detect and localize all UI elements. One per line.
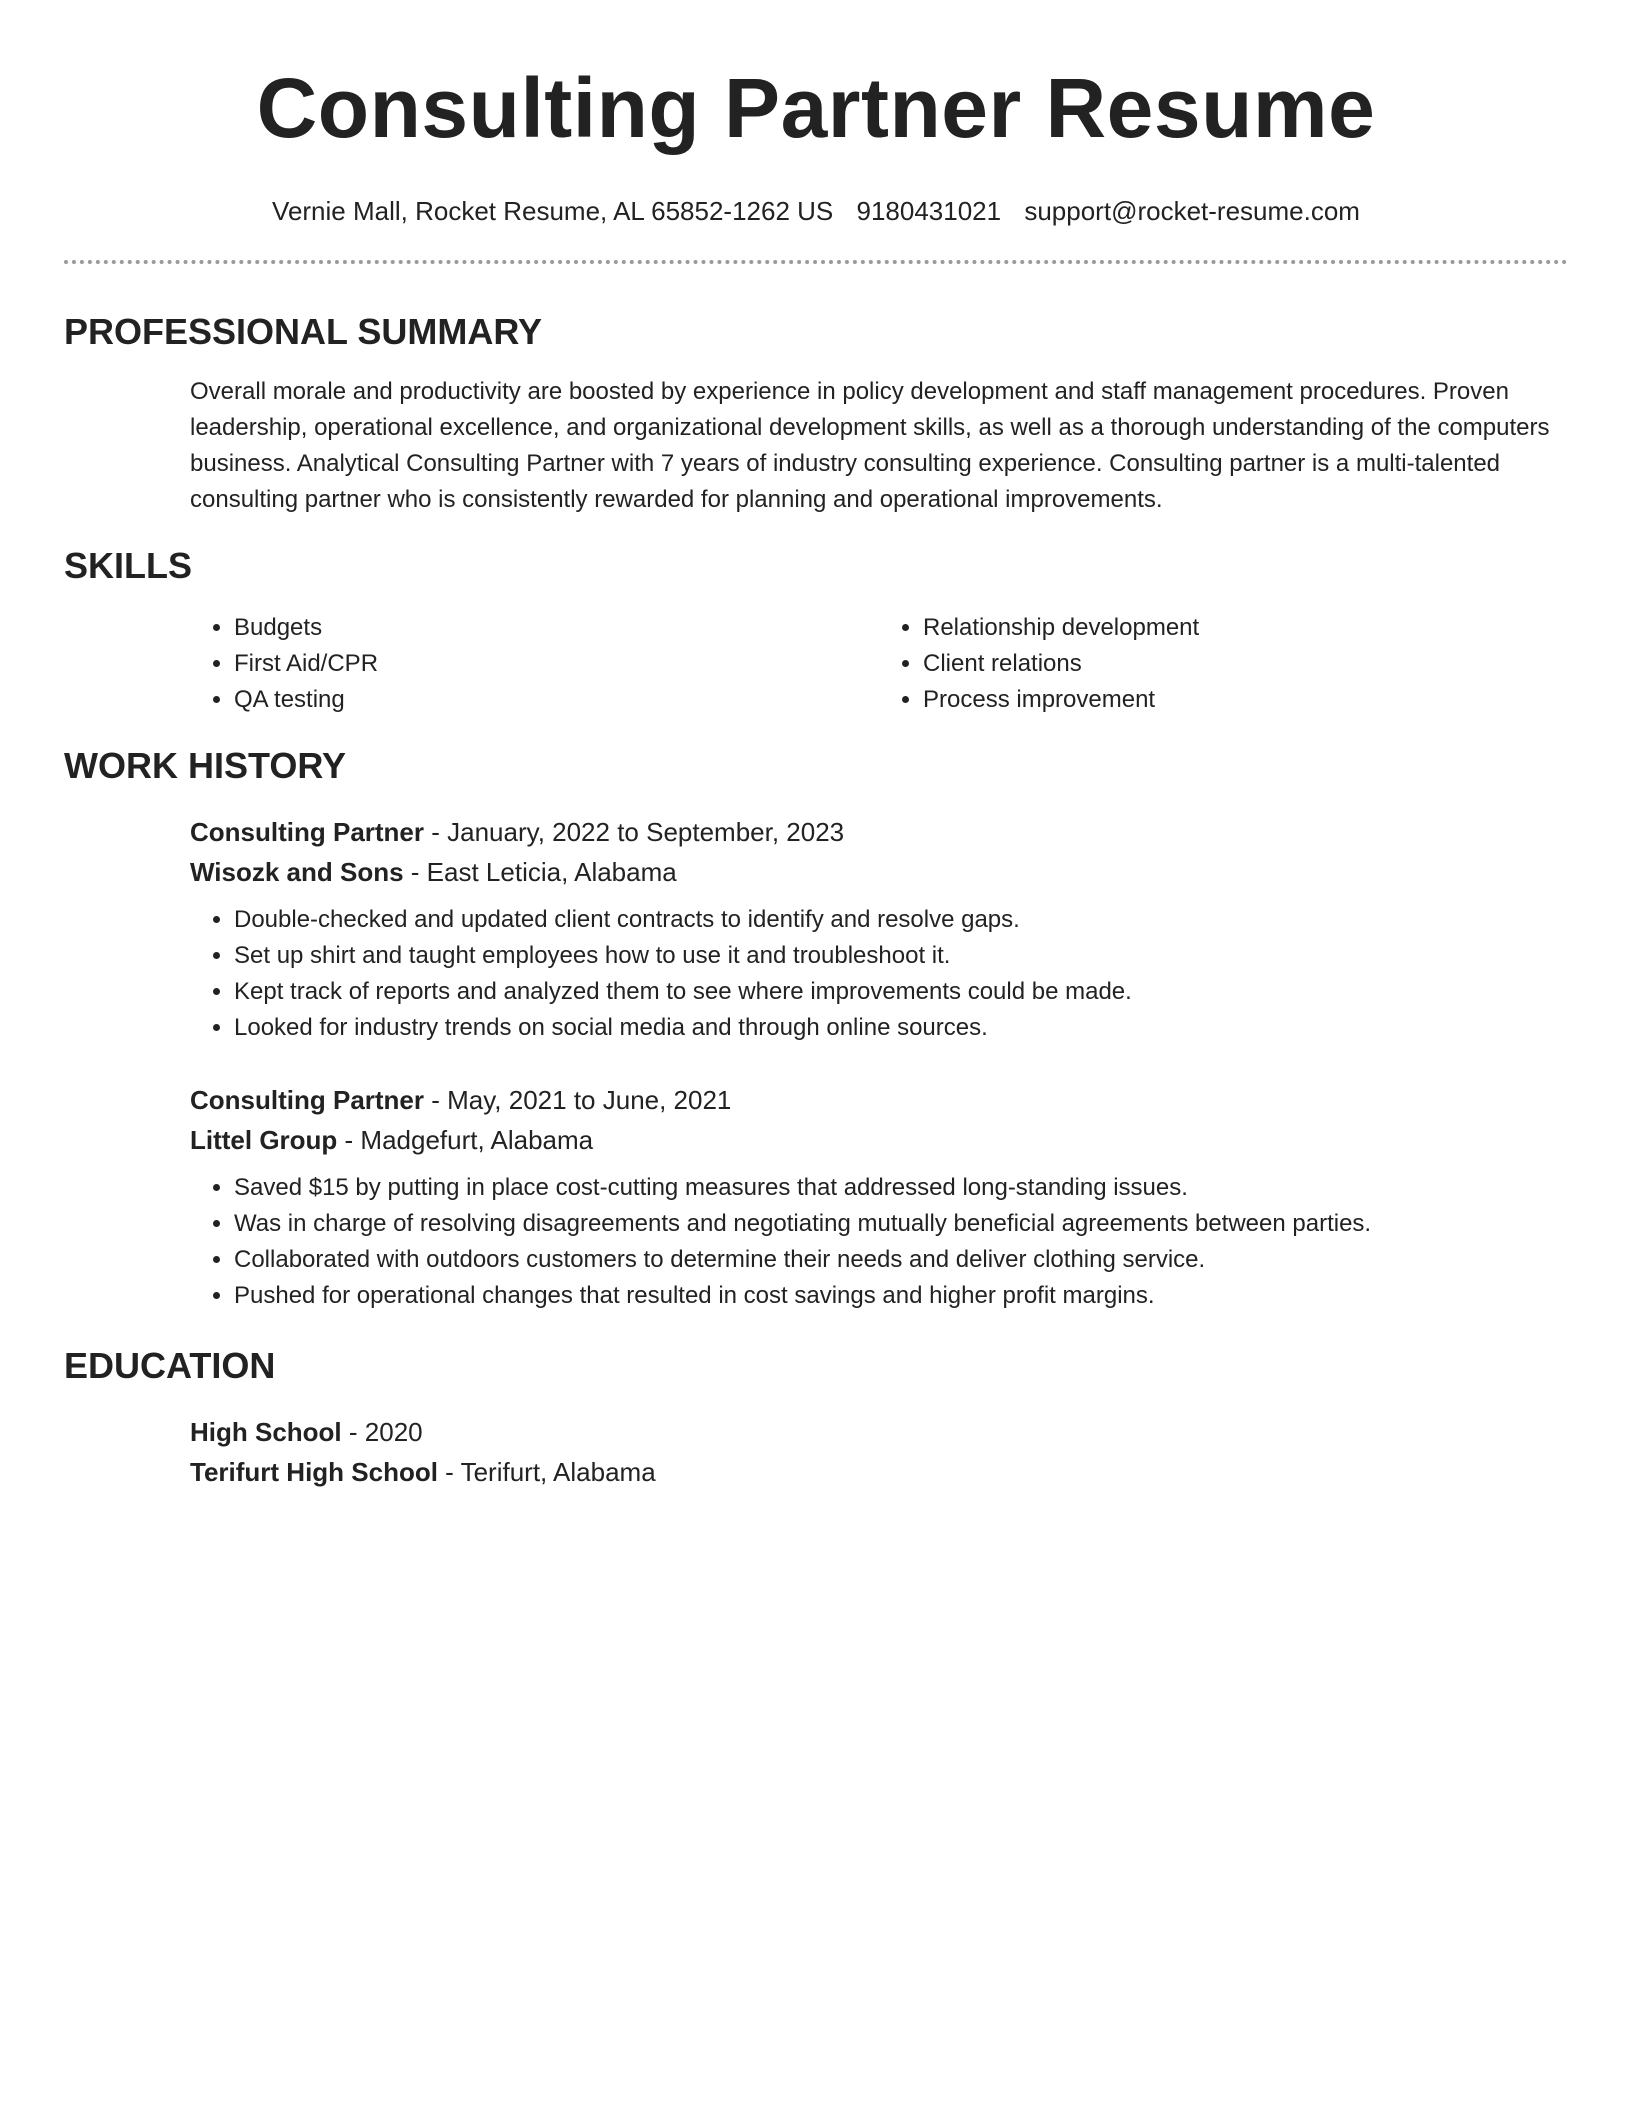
- work-history-section: [64, 812, 1568, 1314]
- contact-phone: 9180431021: [856, 196, 1002, 226]
- contact-line: [64, 194, 1568, 228]
- education-degree: High School: [190, 1417, 342, 1447]
- resume-title: Consulting Partner Resume: [256, 61, 1376, 155]
- skill-item: • QA testing: [234, 682, 879, 718]
- job-entry: [190, 812, 1568, 1046]
- skill-item: • First Aid/CPR: [234, 646, 879, 682]
- skill-item: • Client relations: [923, 646, 1568, 682]
- skills-section: [64, 610, 1568, 718]
- job-bullets: [190, 1170, 1568, 1314]
- skills-list-right: [879, 610, 1568, 718]
- job-bullets: [190, 902, 1568, 1046]
- job-location: - East Leticia, Alabama: [403, 857, 677, 887]
- job-location: - Madgefurt, Alabama: [337, 1125, 594, 1155]
- education-year: - 2020: [341, 1417, 423, 1447]
- job-entry: [190, 1080, 1568, 1314]
- skills-columns: [190, 610, 1568, 718]
- job-bullet: • Was in charge of resolving disagreements and negotiating mutually beneficial agreements between parties.: [234, 1206, 1568, 1242]
- education-heading: EDUCATION: [64, 1345, 276, 1386]
- skill-item: • Process improvement: [923, 682, 1568, 718]
- contact-address: Vernie Mall, Rocket Resume, AL 65852-1262 US: [272, 196, 834, 226]
- job-bullet: • Saved $15 by putting in place cost-cutting measures that addressed long-standing issues.: [234, 1170, 1568, 1206]
- job-bullet: • Double-checked and updated client contracts to identify and resolve gaps.: [234, 902, 1568, 938]
- summary-text: Overall morale and productivity are boosted by experience in policy development and staff management procedures. Proven leadership, operational excellence, and organizational development skills, as well as a thorough understanding of the computers business. Analytical Consulting Partner with 7 years of industry consulting experience. Consulting partner is a multi-talented consulting partner who is consistently rewarded for planning and operational improvements.: [190, 378, 1550, 513]
- education-school-line: [190, 1452, 1568, 1492]
- summary-section: [64, 374, 1568, 518]
- contact-email[interactable]: support@rocket-resume.com: [1024, 196, 1360, 226]
- job-title-line: [190, 1080, 1568, 1120]
- job-bullet: • Looked for industry trends on social media and through online sources.: [234, 1010, 1568, 1046]
- education-section: [64, 1412, 1568, 1492]
- skill-item: • Relationship development: [923, 610, 1568, 646]
- work-history-heading: WORK HISTORY: [64, 745, 347, 786]
- job-company: Wisozk and Sons: [190, 857, 404, 887]
- education-entry: [190, 1412, 1568, 1492]
- education-location: - Terifurt, Alabama: [437, 1457, 656, 1487]
- job-company: Littel Group: [190, 1125, 338, 1155]
- job-title-line: [190, 812, 1568, 852]
- summary-heading: PROFESSIONAL SUMMARY: [64, 311, 543, 352]
- skills-heading: SKILLS: [64, 545, 193, 586]
- job-company-line: [190, 1120, 1568, 1160]
- education-degree-line: [190, 1412, 1568, 1452]
- job-title: Consulting Partner: [190, 1085, 425, 1115]
- skills-list-left: [190, 610, 879, 718]
- job-bullet: • Collaborated with outdoors customers to determine their needs and deliver clothing service.: [234, 1242, 1568, 1278]
- job-bullet: • Set up shirt and taught employees how to use it and troubleshoot it.: [234, 938, 1568, 974]
- education-school: Terifurt High School: [190, 1457, 438, 1487]
- header-divider: [64, 260, 1568, 264]
- job-title: Consulting Partner: [190, 817, 425, 847]
- job-dates: - January, 2022 to September, 2023: [424, 817, 845, 847]
- job-bullet: • Pushed for operational changes that resulted in cost savings and higher profit margins.: [234, 1278, 1568, 1314]
- skill-item: • Budgets: [234, 610, 879, 646]
- job-company-line: [190, 852, 1568, 892]
- job-dates: - May, 2021 to June, 2021: [424, 1085, 732, 1115]
- job-bullet: • Kept track of reports and analyzed them to see where improvements could be made.: [234, 974, 1568, 1010]
